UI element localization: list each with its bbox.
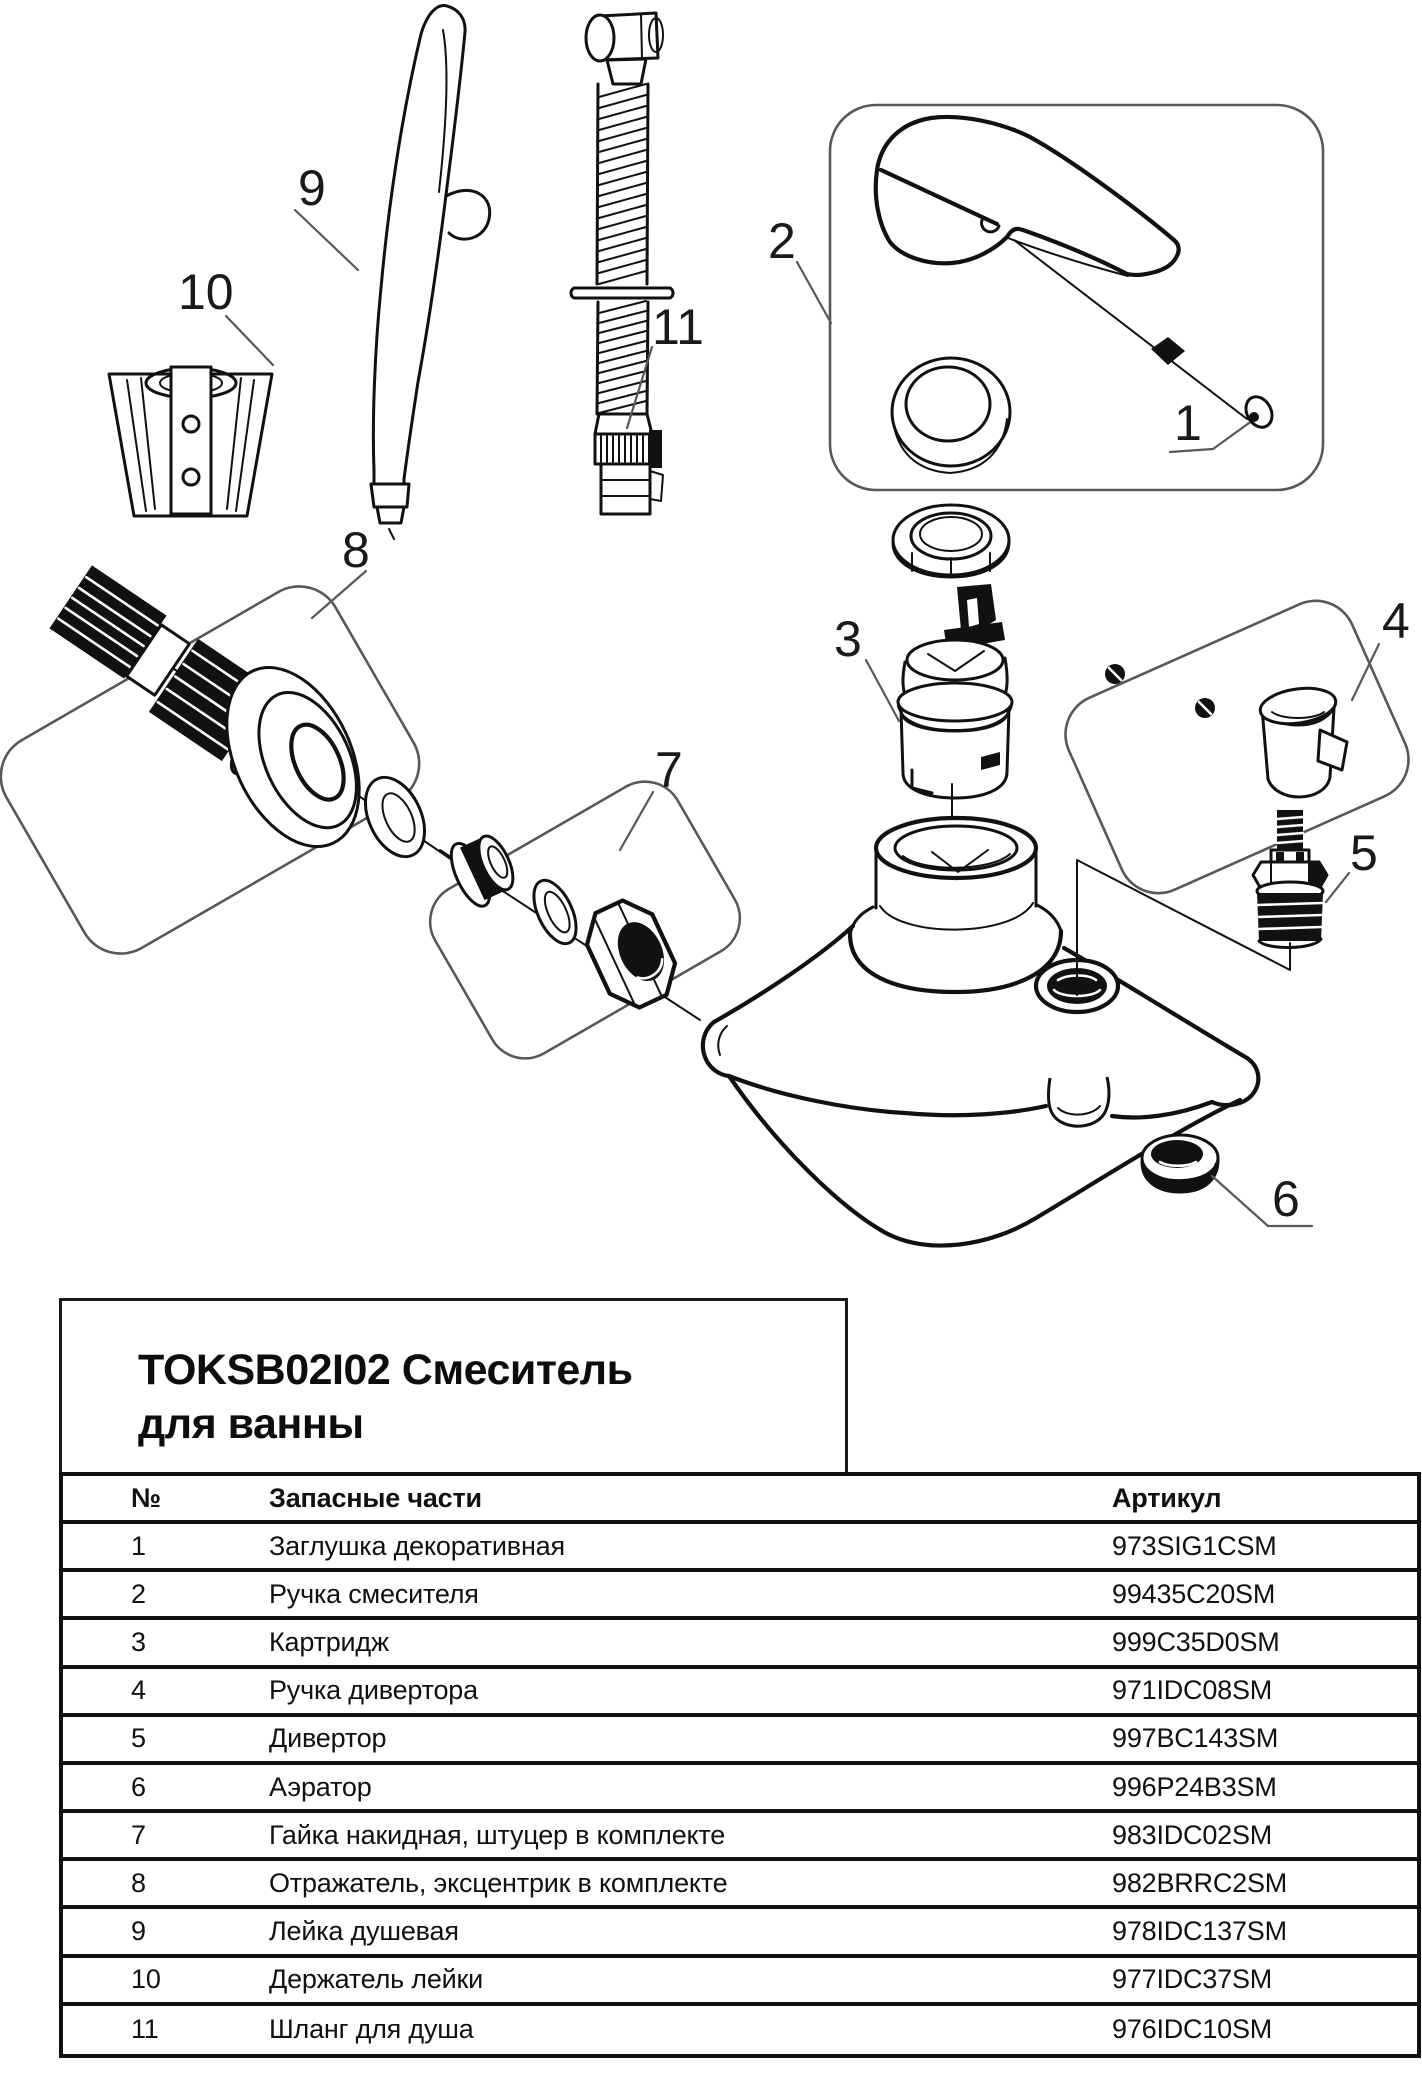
aerator: [1142, 1135, 1218, 1192]
cell-name: Лейка душевая: [269, 1915, 459, 1946]
leader-10: [226, 316, 273, 365]
header-article: Артикул: [1112, 1482, 1222, 1513]
header-num: №: [131, 1482, 161, 1513]
table-header-row: [63, 1476, 1417, 1524]
cartridge: [898, 584, 1012, 798]
callout-5: 5: [1350, 825, 1378, 881]
cell-name: Картридж: [269, 1627, 389, 1658]
cell-name: Держатель лейки: [269, 1964, 484, 1995]
callout-3: 3: [834, 611, 862, 667]
table-row: [63, 1765, 1417, 1813]
leader-5: [1326, 873, 1349, 902]
table-row: [63, 1861, 1417, 1909]
cell-article: 983IDC02SM: [1112, 1819, 1273, 1850]
cell-name: Ручка дивертора: [269, 1675, 478, 1706]
mixer-handle: [876, 117, 1277, 473]
handle-screw-nut: [1151, 337, 1185, 365]
product-code-title: TOKSB02I02 Смеситель: [138, 1346, 633, 1394]
cell-article: 99435C20SM: [1112, 1578, 1276, 1609]
cell-article: 997BC143SM: [1112, 1723, 1279, 1754]
cell-name: Гайка накидная, штуцер в комплекте: [269, 1819, 726, 1850]
cell-article: 976IDC10SM: [1112, 2014, 1273, 2045]
diverter: [1253, 810, 1327, 948]
cell-num: 3: [131, 1627, 146, 1658]
washer: [354, 768, 437, 866]
table-row: [63, 1620, 1417, 1668]
cell-article: 971IDC08SM: [1112, 1675, 1273, 1706]
cell-name: Отражатель, эксцентрик в комплекте: [269, 1867, 728, 1898]
leader-2: [797, 262, 831, 323]
cell-num: 4: [131, 1675, 146, 1706]
spout-outlet: [1048, 1077, 1108, 1126]
leader-9: [295, 210, 358, 270]
title-block: [59, 1298, 848, 1472]
cell-name: Шланг для душа: [269, 2014, 474, 2045]
cell-num: 11: [131, 2014, 159, 2045]
callout-2: 2: [768, 213, 796, 269]
cell-num: 5: [131, 1723, 146, 1754]
cell-article: 977IDC37SM: [1112, 1964, 1273, 1995]
callout-8: 8: [342, 522, 370, 578]
cell-num: 7: [131, 1819, 146, 1850]
group-box-union-nut: [416, 768, 753, 1073]
header-parts: Запасные части: [269, 1482, 482, 1513]
cell-name: Дивертор: [269, 1723, 387, 1754]
handle-ring: [892, 358, 1010, 473]
cell-name: Ручка смесителя: [269, 1578, 479, 1609]
shower-handset: [371, 6, 490, 539]
callout-11: 11: [652, 299, 704, 355]
table-row: [63, 1958, 1417, 2006]
table-row: [63, 1717, 1417, 1765]
union-nut: [576, 892, 685, 1017]
callout-4: 4: [1382, 593, 1410, 649]
cell-article: 982BRRC2SM: [1112, 1867, 1288, 1898]
cell-article: 999C35D0SM: [1112, 1627, 1280, 1658]
table-row: [63, 1909, 1417, 1957]
callout-1: 1: [1174, 395, 1202, 451]
leader-3: [866, 660, 899, 721]
cell-num: 1: [131, 1530, 146, 1561]
cell-num: 8: [131, 1867, 146, 1898]
shower-holder: [109, 367, 272, 516]
callout-6: 6: [1272, 1171, 1300, 1227]
spare-parts-table: [59, 1472, 1421, 2058]
cell-num: 2: [131, 1578, 146, 1609]
callout-10: 10: [178, 264, 234, 320]
table-row: [63, 1572, 1417, 1620]
screw-icon: [1105, 664, 1125, 684]
cell-article: 978IDC137SM: [1112, 1915, 1287, 1946]
cell-num: 6: [131, 1771, 146, 1802]
table-row: [63, 1524, 1417, 1572]
table-row: [63, 2006, 1417, 2054]
screw-icon: [1195, 698, 1215, 718]
diverter-handle-knob: [1105, 664, 1347, 797]
table-row: [63, 1669, 1417, 1717]
cell-name: Аэратор: [269, 1771, 372, 1802]
callout-9: 9: [298, 160, 326, 216]
cell-num: 10: [131, 1964, 161, 1995]
cartridge-locknut: [893, 505, 1009, 577]
cell-name: Заглушка декоративная: [269, 1530, 565, 1561]
callout-7: 7: [655, 742, 683, 798]
table-row: [63, 1813, 1417, 1861]
cell-num: 9: [131, 1915, 146, 1946]
hose-fitting: [443, 827, 522, 912]
shower-hose: [571, 13, 673, 514]
cell-article: 996P24B3SM: [1112, 1771, 1277, 1802]
product-title-line2: для ванны: [138, 1400, 364, 1448]
callouts: [178, 160, 1410, 1227]
cell-article: 973SIG1CSM: [1112, 1530, 1277, 1561]
leader-7: [620, 792, 653, 850]
